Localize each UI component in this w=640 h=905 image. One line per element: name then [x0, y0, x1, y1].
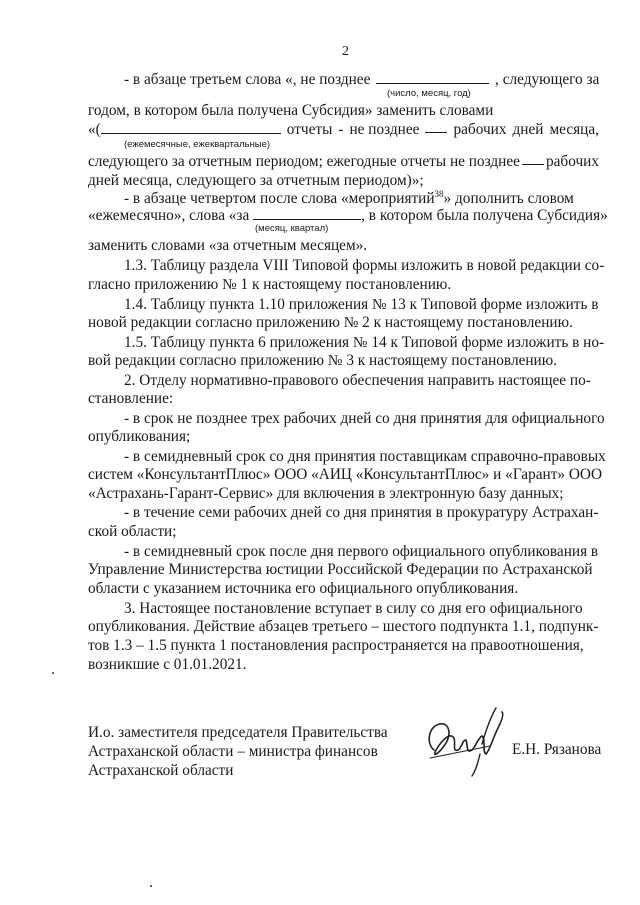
- blank-days: [522, 152, 544, 165]
- blank-period: [101, 121, 281, 134]
- hint-month: (месяц, квартал): [255, 223, 329, 234]
- text-line: [88, 152, 599, 172]
- blank-days: [425, 120, 447, 133]
- text-line: тов 1.3 – 1.5 пункта 1 постановления распространяется на правоотношения,: [88, 637, 584, 654]
- blank-date: [376, 71, 489, 84]
- text-fragment: следующего за отчетным периодом; ежегодные отчеты не позднее: [88, 153, 520, 170]
- text-line: дней месяца, следующего за отчетным периодом)»;: [88, 172, 424, 189]
- handwritten-signature-icon: [420, 700, 510, 780]
- signatory-name: Е.Н. Рязанова: [512, 741, 602, 758]
- text-line: 1.3. Таблицу раздела VIII Типовой формы изложить в новой редакции со-: [124, 257, 605, 274]
- speck: [150, 885, 152, 887]
- text-fragment: - в абзаце третьем слова «, не позднее: [124, 71, 371, 88]
- blank-month: [253, 207, 361, 220]
- text-fragment: , в котором была получена Субсидия»: [361, 207, 608, 224]
- text-line: [88, 120, 599, 140]
- text-line: годом, в котором была получена Субсидия» заменить словами: [88, 102, 494, 119]
- text-line: Управление Министерства юстиции Российской Федерации по Астраханской: [88, 561, 593, 578]
- text-line: новой редакции согласно приложению № 2 к настоящему постановлению.: [88, 314, 573, 331]
- signatory-title: И.о. заместителя председателя Правительства: [88, 724, 388, 741]
- text-fragment: -: [338, 121, 344, 138]
- signatory-title: Астраханской области: [88, 762, 234, 779]
- text-line: заменить словами «за отчетным месяцем».: [88, 237, 368, 254]
- text-line: - в течение семи рабочих дней со дня принятия в прокуратуру Астрахан-: [124, 504, 599, 521]
- page-number: 2: [342, 44, 349, 59]
- speck: [52, 672, 54, 674]
- text-fragment: «(: [88, 121, 101, 138]
- text-fragment: отчеты: [286, 121, 333, 138]
- text-fragment: , следующего за: [495, 71, 600, 88]
- hint-period: (ежемесячные, ежеквартальные): [124, 139, 271, 150]
- text-line: 2. Отделу нормативно-правового обеспечения направить настоящее по-: [124, 372, 591, 389]
- text-line: [124, 70, 599, 90]
- text-line: ской области;: [88, 523, 177, 540]
- text-fragment: рабочих: [545, 153, 599, 170]
- text-line: «Астрахань-Гарант-Сервис» для включения в электронную базу данных;: [88, 485, 564, 502]
- text-fragment: рабочих: [453, 121, 507, 138]
- text-fragment: » дополнить словом: [443, 190, 574, 207]
- text-line: опубликования. Действие абзацев третьего – шестого подпункта 1.1, подпунк-: [88, 618, 599, 635]
- text-line: - в семидневный срок со дня принятия поставщикам справочно-правовых: [124, 448, 606, 465]
- text-line: 1.4. Таблицу пункта 1.10 приложения № 13 к Типовой форме изложить в: [124, 296, 599, 313]
- text-fragment: месяца,: [549, 121, 599, 138]
- text-line: гласно приложению № 1 к настоящему постановлению.: [88, 276, 452, 293]
- text-line: вой редакции согласно приложению № 3 к настоящему постановлению.: [88, 352, 557, 369]
- text-fragment: «ежемесячно», слова «за: [88, 207, 250, 224]
- text-fragment: дней: [512, 121, 544, 138]
- text-line: - в семидневный срок после дня первого официального опубликования в: [124, 543, 599, 560]
- hint-date: (число, месяц, год): [387, 88, 471, 99]
- text-line: 3. Настоящее постановление вступает в силу со дня его официального: [124, 600, 583, 617]
- text-line: - в срок не позднее трех рабочих дней со дня принятия для официального: [124, 410, 605, 427]
- text-line: 1.5. Таблицу пункта 6 приложения № 14 к Типовой форме изложить в но-: [124, 334, 605, 351]
- text-line: возникшие с 01.01.2021.: [88, 656, 247, 673]
- text-line: [88, 206, 608, 226]
- footnote-ref: 38: [434, 188, 444, 199]
- text-fragment: - в абзаце четвертом после слова «мероприятий: [124, 190, 435, 207]
- text-line: становление:: [88, 390, 174, 407]
- text-line: области с указанием источника его официального опубликования.: [88, 580, 519, 597]
- text-line: опубликования;: [88, 428, 191, 445]
- signatory-title: Астраханской области – министра финансов: [88, 743, 378, 760]
- text-line: систем «КонсультантПлюс» ООО «АИЦ «КонсультантПлюс» и «Гарант» ООО: [88, 466, 602, 483]
- text-fragment: не позднее: [349, 121, 420, 138]
